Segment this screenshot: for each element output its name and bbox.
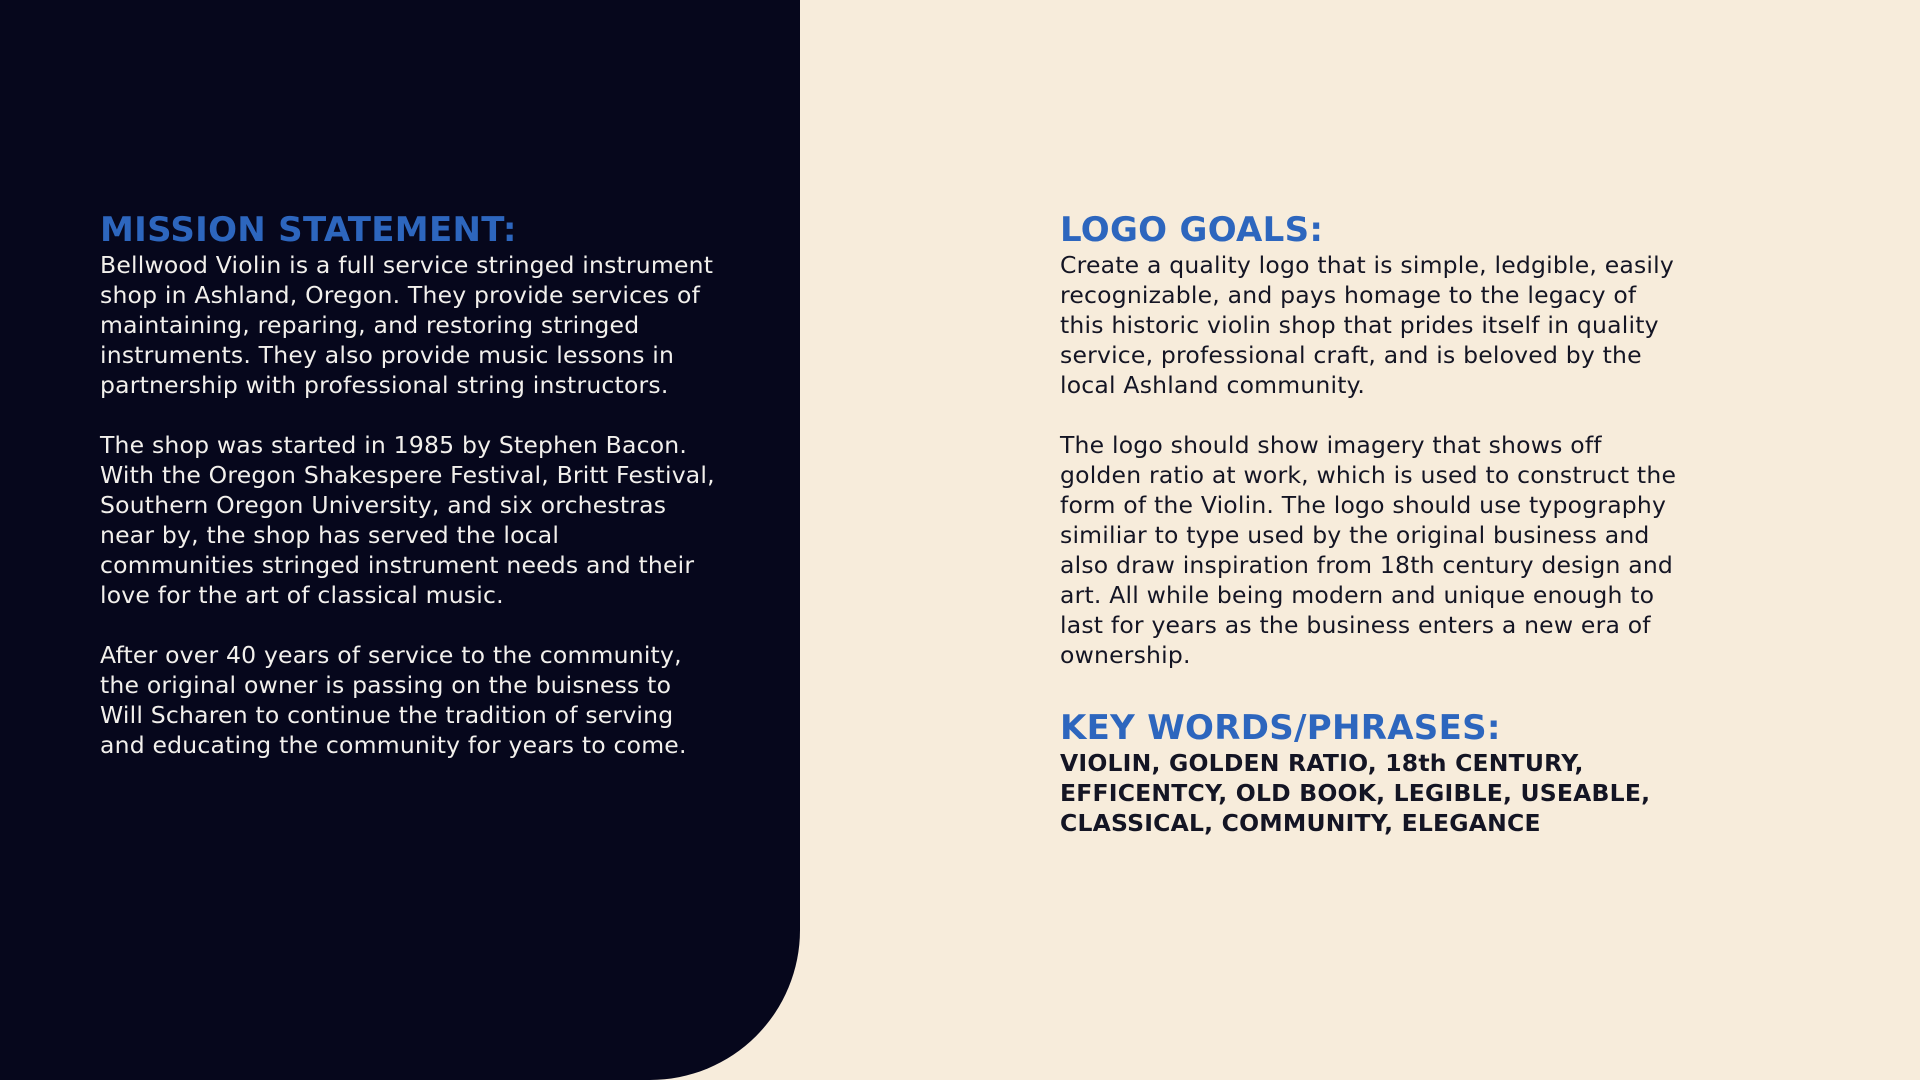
logo-goals-section — [1060, 210, 1680, 838]
mission-paragraph-1: Bellwood Violin is a full service stringed instrument shop in Ashland, Oregon. They provide services of maintaining, reparing, and restoring stringed instruments. They also provide music lessons in partnership with professional string instructors. — [100, 251, 714, 399]
key-words-list: VIOLIN, GOLDEN RATIO, 18th CENTURY, EFFICENTCY, OLD BOOK, LEGIBLE, USEABLE, CLASSICAL, COMMUNITY, ELEGANCE — [1060, 749, 1651, 837]
mission-heading: MISSION STATEMENT: — [100, 210, 517, 250]
mission-paragraph-2: The shop was started in 1985 by Stephen Bacon. With the Oregon Shakespere Festival, Britt Festival, Southern Oregon University, and six orchestras near by, the shop has served the local communities stringed instrument needs and their love for the art of classical music. — [100, 431, 715, 609]
key-words-heading: KEY WORDS/PHRASES: — [1060, 708, 1501, 748]
mission-section — [100, 210, 720, 760]
logo-goals-paragraph-2: The logo should show imagery that shows off golden ratio at work, which is used to construct the form of the Violin. The logo should use typography similiar to type used by the original business and also draw inspiration from 18th century design and art. All while being modern and unique enough to last for years as the business enters a new era of ownership. — [1060, 431, 1677, 669]
mission-paragraph-3: After over 40 years of service to the community, the original owner is passing on the buisness to Will Scharen to continue the tradition of serving and educating the community for years to come. — [100, 641, 687, 759]
logo-goals-heading: LOGO GOALS: — [1060, 210, 1324, 250]
logo-goals-paragraph-1: Create a quality logo that is simple, ledgible, easily recognizable, and pays homage to the legacy of this historic violin shop that prides itself in quality service, professional craft, and is beloved by the local Ashland community. — [1060, 251, 1674, 399]
